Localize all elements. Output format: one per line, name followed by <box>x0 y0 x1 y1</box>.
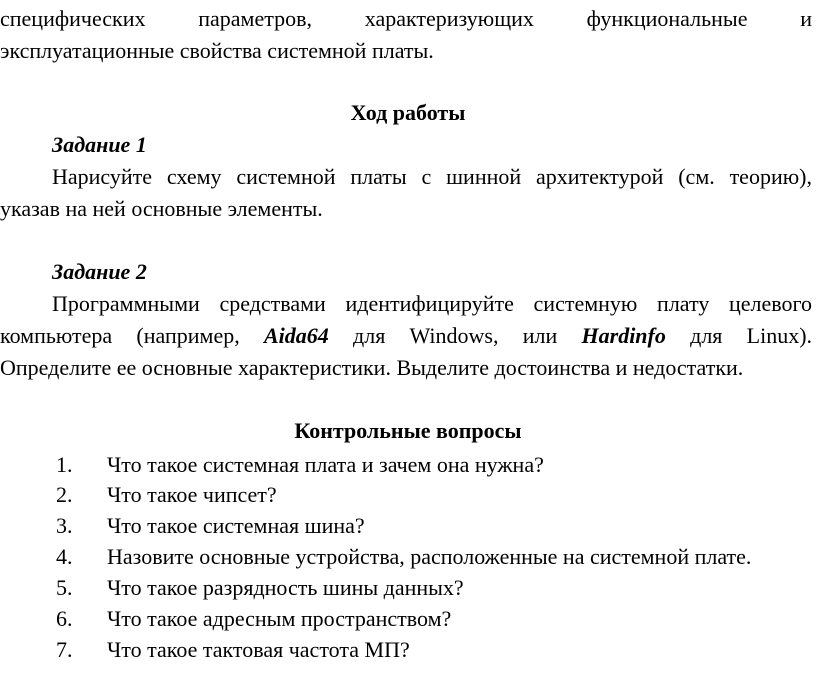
question-number: 5. <box>56 575 73 600</box>
question-text: Что такое чипсет? <box>107 482 277 507</box>
question-number: 6. <box>56 606 73 631</box>
question-text: Что такое системная плата и зачем она нужна? <box>107 452 544 477</box>
list-item <box>0 482 816 508</box>
list-item <box>0 544 816 570</box>
question-text: Что такое системная шина? <box>107 513 365 538</box>
intro-line-1: специфических параметров, характеризующих функциональные и <box>0 6 812 31</box>
question-number: 4. <box>56 544 73 569</box>
list-item <box>0 452 816 478</box>
aida64-term: Aida64 <box>263 323 329 348</box>
task-2-line-1: Программными средствами идентифицируйте системную плату целевого <box>52 291 812 316</box>
heading-work: Ход работы <box>350 100 466 125</box>
list-item <box>0 606 816 632</box>
question-text: Что такое разрядность шины данных? <box>107 575 464 600</box>
question-text: Что такое адресным пространством? <box>107 606 452 631</box>
task-2-line-2-part-a: компьютера (например, <box>0 323 240 348</box>
question-number: 2. <box>56 482 73 507</box>
question-number: 1. <box>56 452 73 477</box>
list-item <box>0 575 816 601</box>
task-1-title: Задание 1 <box>52 132 147 157</box>
task-2-line-2-part-c: для Linux). <box>690 323 813 348</box>
task-1-line-1: Нарисуйте схему системной платы с шинной архитектурой (см. теорию), <box>52 164 812 189</box>
heading-questions: Контрольные вопросы <box>294 418 522 443</box>
question-number: 3. <box>56 513 73 538</box>
task-2-line-2 <box>0 323 812 349</box>
hardinfo-term: Hardinfo <box>581 323 666 348</box>
question-text: Что такое тактовая частота МП? <box>107 637 410 662</box>
task-2-line-2-part-b: для Windows, или <box>353 323 558 348</box>
task-1-line-2: указав на ней основные элементы. <box>0 196 323 221</box>
task-2-line-3: Определите ее основные характеристики. Выделите достоинства и недостатки. <box>0 355 744 380</box>
list-item <box>0 513 816 539</box>
intro-line-2: эксплуатационные свойства системной платы. <box>0 38 434 63</box>
task-2-title: Задание 2 <box>52 259 147 284</box>
question-text: Назовите основные устройства, расположенные на системной плате. <box>107 544 752 569</box>
list-item <box>0 637 816 663</box>
question-number: 7. <box>56 637 73 662</box>
